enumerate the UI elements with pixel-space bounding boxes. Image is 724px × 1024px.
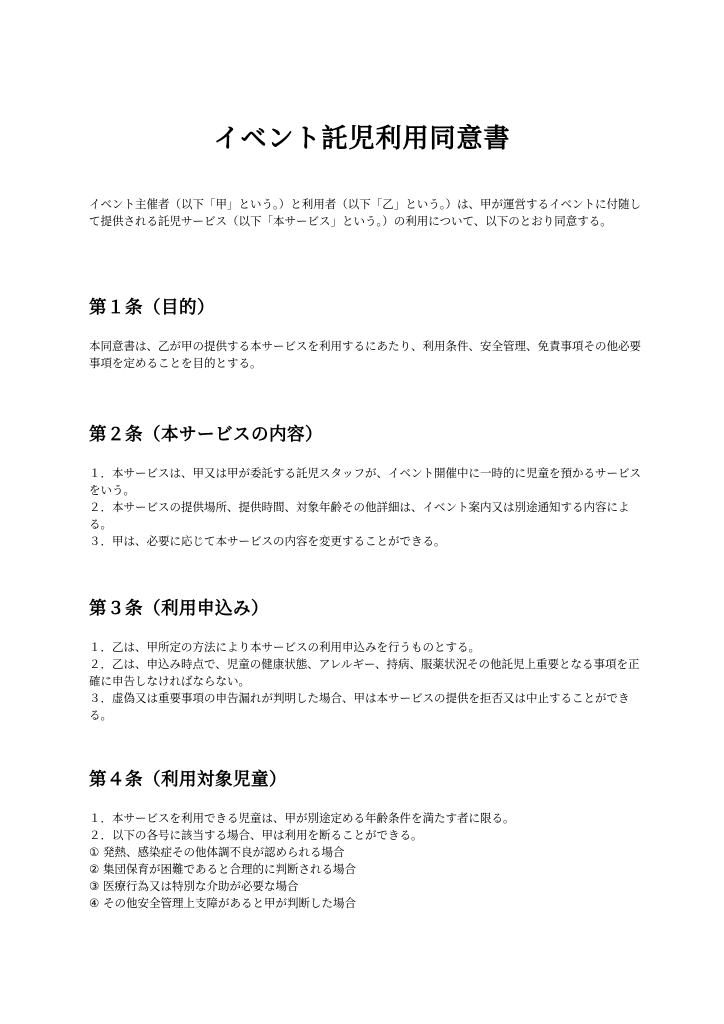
article-line: ２．本サービスの提供場所、提供時間、対象年齢その他詳細は、イベント案内又は別途通知する内容による。 (89, 500, 630, 531)
article-3 (89, 597, 649, 724)
list-item: ① 発熱、感染症その他体調不良が認められる場合 (89, 845, 345, 859)
article-1 (89, 296, 649, 372)
article-heading: 第２条（本サービスの内容） (89, 425, 323, 445)
list-item: ② 集団保育が困難であると合理的に判断される場合 (89, 862, 356, 876)
list-item: ③ 医療行為又は特別な介助が必要な場合 (89, 879, 299, 893)
article-2 (89, 423, 649, 550)
article-heading: 第３条（利用申込み） (89, 599, 269, 619)
article-line: ２．乙は、申込み時点で、児童の健康状態、アレルギー、持病、服薬状況その他託児上重要となる事項を正確に申告しなければならない。 (89, 657, 640, 688)
article-heading: 第４条（利用対象児童） (89, 770, 287, 790)
article-line: ２．以下の各号に該当する場合、甲は利用を断ることができる。 (89, 828, 423, 842)
intro-paragraph: イベント主催者（以下「甲」という。）と利用者（以下「乙」という。）は、甲が運営するイベントに付随して提供される託児サービス（以下「本サービス」という。）の利用について、以下のとおり同意する。 (89, 197, 641, 228)
article-line: １．本サービスは、甲又は甲が委託する託児スタッフが、イベント開催中に一時的に児童を預かるサービスをいう。 (89, 466, 641, 497)
article-4 (89, 768, 649, 912)
article-line: １．本サービスを利用できる児童は、甲が別途定める年齢条件を満たす者に限る。 (89, 811, 515, 825)
article-line: １．乙は、甲所定の方法により本サービスの利用申込みを行うものとする。 (89, 640, 480, 654)
article-line: 本同意書は、乙が甲の提供する本サービスを利用するにあたり、利用条件、安全管理、免責事項その他必要事項を定めることを目的とする。 (89, 339, 641, 370)
article-line: ３．虚偽又は重要事項の申告漏れが判明した場合、甲は本サービスの提供を拒否又は中止することができる。 (89, 691, 630, 722)
list-item: ④ その他安全管理上支障があると甲が判断した場合 (89, 896, 356, 910)
article-heading: 第１条（目的） (89, 298, 215, 318)
document-title: イベント託児利用同意書 (213, 124, 511, 154)
article-line: ３．甲は、必要に応じて本サービスの内容を変更することができる。 (89, 534, 446, 548)
